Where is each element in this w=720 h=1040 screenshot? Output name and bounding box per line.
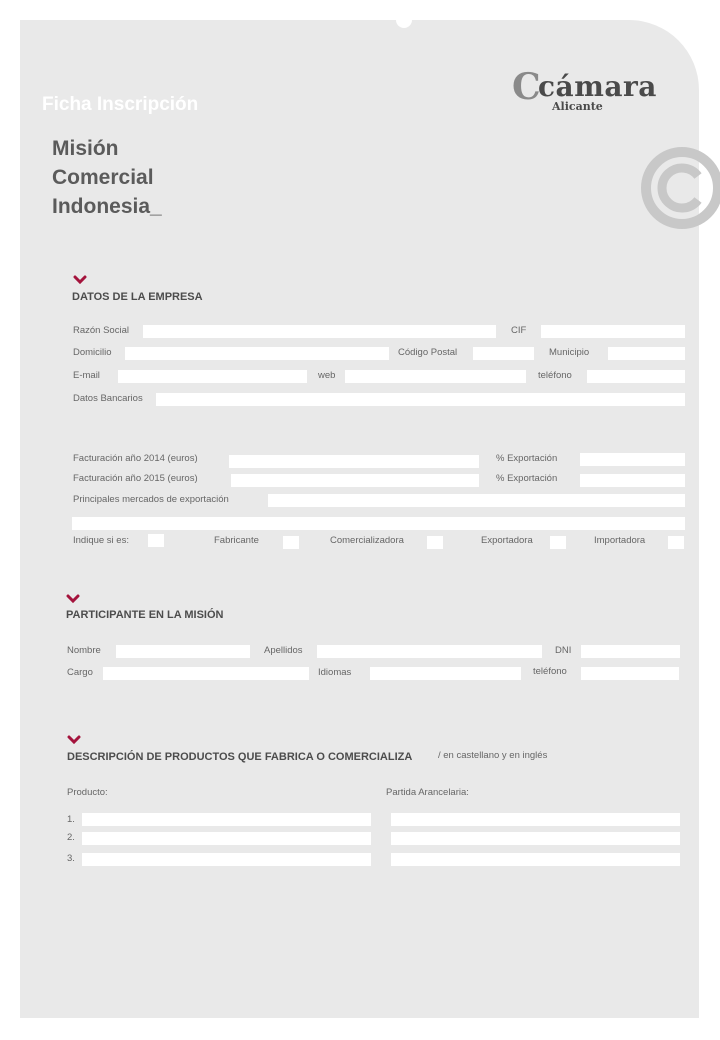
facturacion-2014-input[interactable] (229, 455, 479, 468)
exportacion-2014-input[interactable] (580, 453, 685, 466)
product-row-number: 2. (67, 832, 75, 843)
label-facturacion-2014: Facturación año 2014 (euros) (73, 453, 198, 464)
producto-1-input[interactable] (82, 813, 371, 826)
label-cif: CIF (511, 325, 527, 336)
label-indique: Indique si es: (73, 535, 129, 546)
label-codigo-postal: Código Postal (398, 347, 458, 358)
label-partida-arancelaria: Partida Arancelaria: (386, 787, 469, 798)
apellidos-input[interactable] (317, 645, 542, 658)
cif-input[interactable] (541, 325, 685, 338)
label-web: web (318, 370, 336, 381)
label-dni: DNI (555, 645, 572, 656)
chevron-down-icon (67, 735, 81, 744)
mission-title (52, 134, 162, 221)
label-exportadora: Exportadora (481, 535, 533, 546)
label-producto: Producto: (67, 787, 108, 798)
label-nombre: Nombre (67, 645, 101, 656)
label-cargo: Cargo (67, 667, 93, 678)
exportacion-2015-input[interactable] (580, 474, 685, 487)
chevron-down-icon (66, 594, 80, 603)
mission-line-2: Comercial (52, 166, 154, 189)
productos-note: / en castellano y en inglés (438, 750, 548, 761)
label-comercializadora: Comercializadora (330, 535, 404, 546)
telefono-participante-input[interactable] (581, 667, 679, 680)
label-exportacion-2014: % Exportación (496, 453, 558, 464)
product-row-number: 3. (67, 853, 75, 864)
partida-1-input[interactable] (391, 813, 680, 826)
label-mercados: Principales mercados de exportación (73, 494, 229, 505)
nombre-input[interactable] (116, 645, 250, 658)
label-email: E-mail (73, 370, 100, 381)
dni-input[interactable] (581, 645, 680, 658)
label-municipio: Municipio (549, 347, 590, 358)
label-razon-social: Razón Social (73, 325, 129, 336)
section-title-productos: DESCRIPCIÓN DE PRODUCTOS QUE FABRICA O COMERCIALIZA (67, 751, 413, 763)
comercializadora-checkbox[interactable] (427, 536, 443, 549)
label-facturacion-2015: Facturación año 2015 (euros) (73, 473, 198, 484)
chevron-down-icon (73, 275, 87, 284)
label-idiomas: Idiomas (318, 667, 352, 678)
importadora-checkbox[interactable] (668, 536, 684, 549)
label-datos-bancarios: Datos Bancarios (73, 393, 143, 404)
codigo-postal-input[interactable] (473, 347, 534, 360)
mercados-input-2[interactable] (72, 517, 685, 530)
telefono-input[interactable] (587, 370, 685, 383)
facturacion-2015-input[interactable] (231, 474, 479, 487)
form-title: Ficha Inscripción (42, 94, 199, 115)
label-domicilio: Domicilio (73, 347, 112, 358)
logo-brand: cámara (538, 70, 657, 103)
municipio-input[interactable] (608, 347, 685, 360)
mission-line-1: Misión (52, 137, 119, 160)
label-apellidos: Apellidos (264, 645, 303, 656)
product-row-number: 1. (67, 814, 75, 825)
producto-3-input[interactable] (82, 853, 371, 866)
web-input[interactable] (345, 370, 526, 383)
partida-3-input[interactable] (391, 853, 680, 866)
razon-social-input[interactable] (143, 325, 496, 338)
label-importadora: Importadora (594, 535, 646, 546)
label-telefono: teléfono (538, 370, 572, 381)
label-exportacion-2015: % Exportación (496, 473, 558, 484)
indique-checkbox[interactable] (148, 534, 164, 547)
partida-2-input[interactable] (391, 832, 680, 845)
section-title-empresa: DATOS DE LA EMPRESA (72, 291, 203, 303)
idiomas-input[interactable] (370, 667, 521, 680)
label-fabricante: Fabricante (214, 535, 259, 546)
mercados-input[interactable] (268, 494, 685, 507)
section-title-participante: PARTICIPANTE EN LA MISIÓN (66, 609, 224, 621)
domicilio-input[interactable] (125, 347, 389, 360)
exportadora-checkbox[interactable] (550, 536, 566, 549)
camara-logo-icon: C (512, 66, 541, 108)
datos-bancarios-input[interactable] (156, 393, 685, 406)
producto-2-input[interactable] (82, 832, 371, 845)
mission-line-3: Indonesia_ (52, 195, 162, 218)
fabricante-checkbox[interactable] (283, 536, 299, 549)
email-input[interactable] (118, 370, 307, 383)
cargo-input[interactable] (103, 667, 309, 680)
watermark-logo-icon (640, 146, 720, 230)
label-telefono-participante: teléfono (533, 666, 567, 677)
logo-sub: Alicante (552, 100, 603, 113)
